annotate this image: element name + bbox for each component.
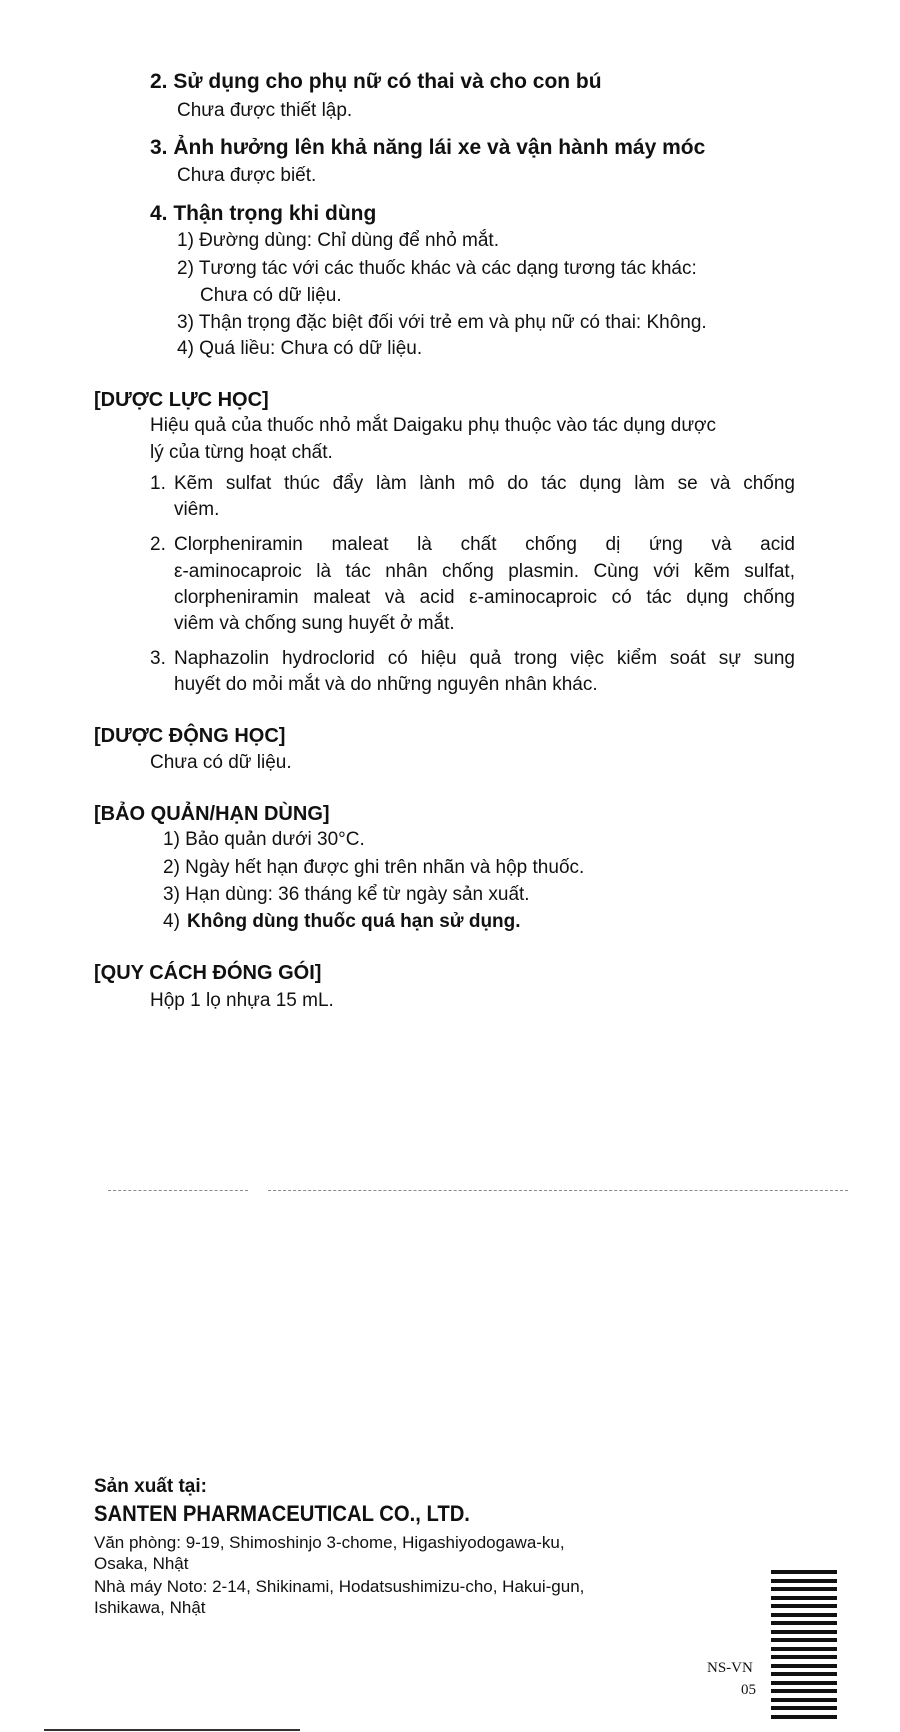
storage-heading: [BẢO QUẢN/HẠN DÙNG] <box>94 803 330 825</box>
caution-interactions: 2) Tương tác với các thuốc khác và các dạng tương tác khác: <box>177 258 697 279</box>
section-driving-text: Chưa được biết. <box>177 165 317 186</box>
pd-item-3-number: 3. <box>150 648 166 669</box>
bottom-rule <box>44 1729 300 1731</box>
pd-item-2-line-1: Clorpheniramin maleat là chất chống dị ứng và acid <box>174 534 795 555</box>
section-pregnancy-heading: 2. Sử dụng cho phụ nữ có thai và cho con bú <box>150 70 602 93</box>
scan-artifact-line <box>268 1190 848 1191</box>
pd-item-2-number: 2. <box>150 534 166 555</box>
manufacturer-office-line-1: Văn phòng: 9-19, Shimoshinjo 3-chome, Higashiyodogawa-ku, <box>94 1533 565 1552</box>
caution-route: 1) Đường dùng: Chỉ dùng để nhỏ mắt. <box>177 230 499 251</box>
caution-interactions-cont: Chưa có dữ liệu. <box>200 285 342 306</box>
pd-item-1-line-1: Kẽm sulfat thúc đẩy làm lành mô do tác dụng làm se và chống <box>174 473 795 494</box>
pd-item-2-line-2: ε-aminocaproic là tác nhân chống plasmin. Cùng với kẽm sulfat, <box>174 561 795 582</box>
pharmacokinetics-heading: [DƯỢC ĐỘNG HỌC] <box>94 725 286 747</box>
pd-item-3-line-1: Naphazolin hydroclorid có hiệu quả trong việc kiểm soát sự sung <box>174 648 795 669</box>
storage-item-4-number: 4) <box>163 911 180 932</box>
pharmacodynamics-intro-2: lý của từng hoạt chất. <box>150 442 333 463</box>
manufacturer-company: SANTEN PHARMACEUTICAL CO., LTD. <box>94 1501 470 1526</box>
section-driving-heading: 3. Ảnh hưởng lên khả năng lái xe và vận hành máy móc <box>150 136 706 159</box>
caution-children-pregnancy: 3) Thận trọng đặc biệt đối với trẻ em và phụ nữ có thai: Không. <box>177 312 707 333</box>
manufacturer-office-line-2: Osaka, Nhật <box>94 1554 189 1573</box>
pd-item-2-line-4: viêm và chống sung huyết ở mắt. <box>174 613 455 634</box>
storage-item-1: 1) Bảo quản dưới 30°C. <box>163 829 365 850</box>
packaging-text: Hộp 1 lọ nhựa 15 mL. <box>150 990 334 1011</box>
pd-item-1-line-2: viêm. <box>174 499 220 520</box>
pharmacodynamics-heading: [DƯỢC LỰC HỌC] <box>94 389 269 411</box>
pharmacodynamics-intro-1: Hiệu quả của thuốc nhỏ mắt Daigaku phụ thuộc vào tác dụng dược <box>150 415 716 436</box>
scan-artifact-line <box>108 1190 248 1191</box>
section-caution-heading: 4. Thận trọng khi dùng <box>150 202 377 225</box>
pd-item-3-line-2: huyết do mỏi mắt và do những nguyên nhân khác. <box>174 674 598 695</box>
storage-item-4-warning: Không dùng thuốc quá hạn sử dụng. <box>187 911 521 932</box>
manufacturer-label: Sản xuất tại: <box>94 1476 207 1497</box>
manufacturer-factory-line-2: Ishikawa, Nhật <box>94 1598 206 1617</box>
document-code: NS-VN <box>707 1660 753 1676</box>
storage-item-3: 3) Hạn dùng: 36 tháng kể từ ngày sản xuất. <box>163 884 530 905</box>
caution-overdose: 4) Quá liều: Chưa có dữ liệu. <box>177 338 423 359</box>
packaging-heading: [QUY CÁCH ĐÓNG GÓI] <box>94 962 322 984</box>
pd-item-1-number: 1. <box>150 473 166 494</box>
storage-item-2: 2) Ngày hết hạn được ghi trên nhãn và hộp thuốc. <box>163 857 585 878</box>
pd-item-2-line-3: clorpheniramin maleat và acid ε-aminocaproic có tác dụng chống <box>174 587 795 608</box>
document-version: 05 <box>741 1682 756 1698</box>
pharmacokinetics-text: Chưa có dữ liệu. <box>150 752 292 773</box>
manufacturer-factory-line-1: Nhà máy Noto: 2-14, Shikinami, Hodatsushimizu-cho, Hakui-gun, <box>94 1577 585 1596</box>
pharmacode-barcode <box>771 1570 837 1723</box>
section-pregnancy-text: Chưa được thiết lập. <box>177 100 353 121</box>
